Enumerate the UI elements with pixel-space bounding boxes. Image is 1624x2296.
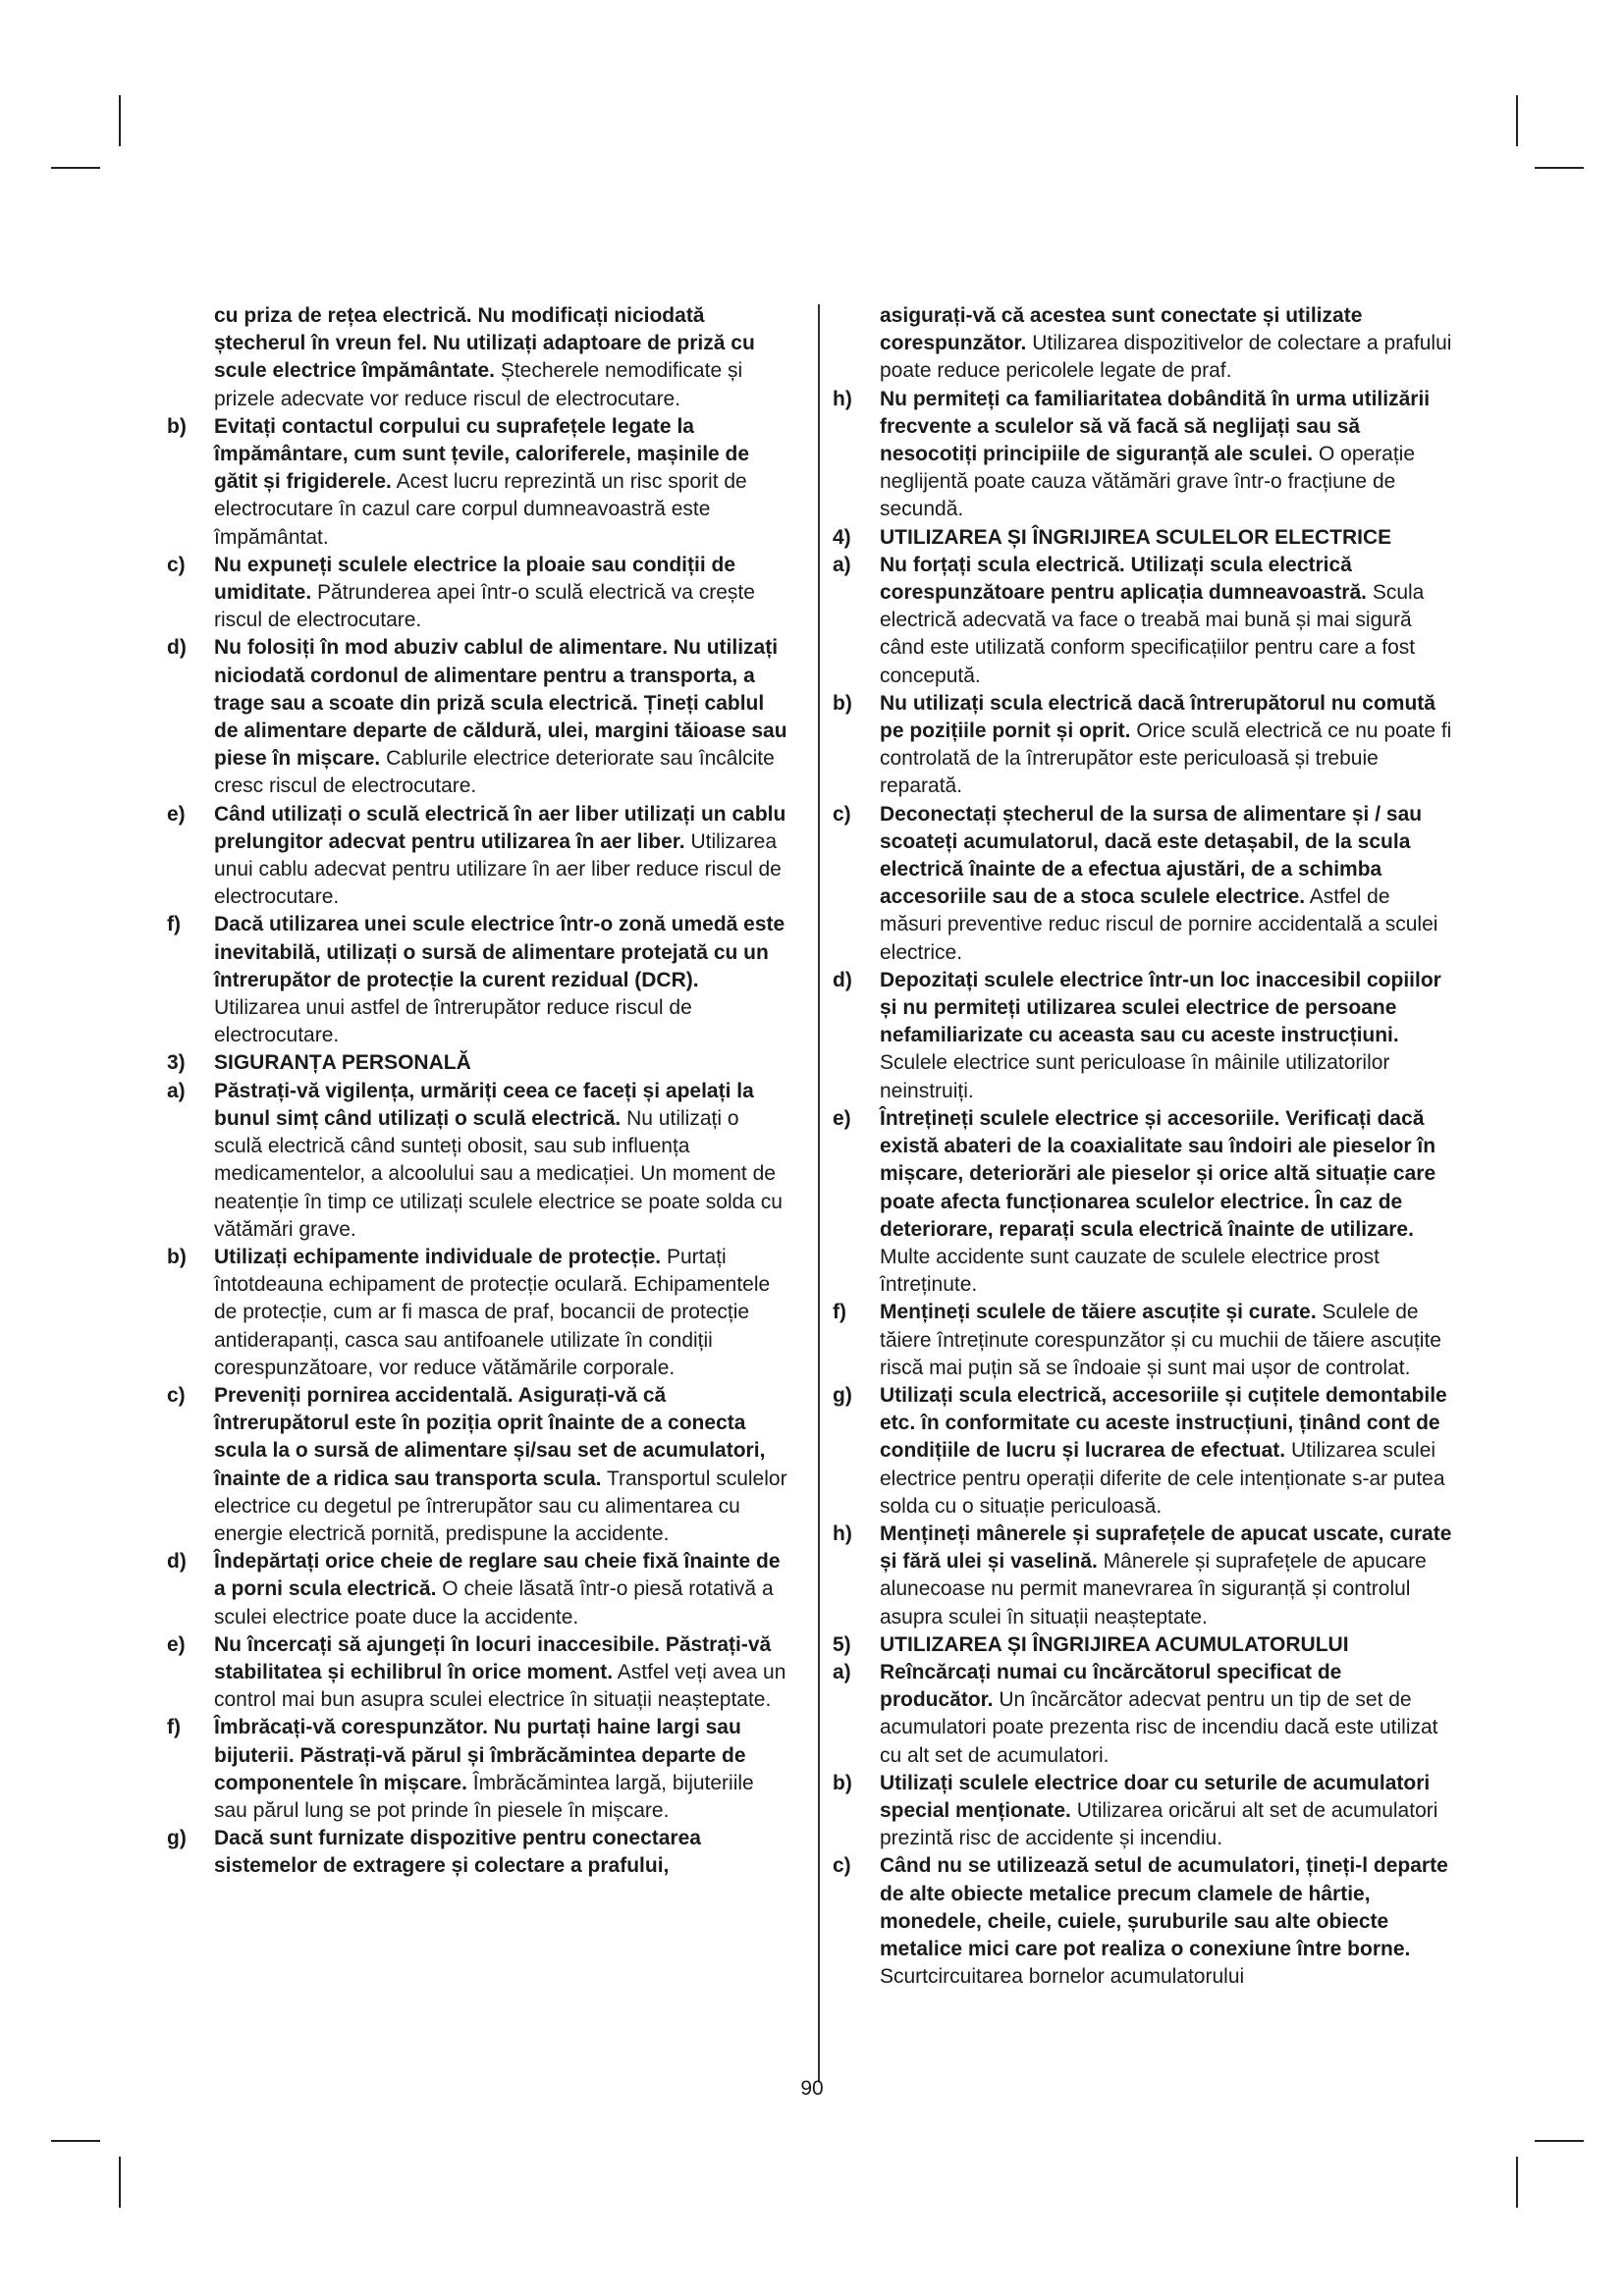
item-bold: Nu încercați să ajungeți în locuri inaccesibile. Păstrați-vă stabilitatea și echilibrul în orice moment.	[214, 1632, 772, 1683]
crop-mark	[1516, 95, 1518, 146]
list-item	[833, 690, 1453, 801]
item-label: c)	[833, 802, 851, 826]
item-bold: Depozitați sculele electrice într-un loc inaccesibil copiilor și nu permiteți utilizarea sculei electrice de persoane nefamiliarizate cu aceasta sau cu aceste instrucțiuni.	[880, 968, 1441, 1047]
list-item	[167, 1382, 787, 1548]
column-divider	[818, 304, 820, 2081]
list-item	[167, 413, 787, 552]
item-label: g)	[833, 1383, 852, 1407]
list-item	[833, 1852, 1453, 1991]
item-bold: Utilizați sculele electrice doar cu seturile de acumulatori special menționate.	[880, 1771, 1431, 1822]
item-bold: Mențineți mânerele și suprafețele de apucat uscate, curate și fără ulei și vaselină.	[880, 1522, 1452, 1574]
item-text: Orice sculă electrică ce nu poate fi controlată de la întrerupător este periculoasă și trebuie reparată.	[880, 720, 1452, 798]
section-heading	[167, 1049, 787, 1077]
list-item	[167, 1631, 787, 1715]
item-label: b)	[167, 1245, 187, 1268]
item-bold: asigurați-vă că acestea sunt conectate și utilizate corespunzător.	[880, 304, 1363, 355]
item-label: d)	[167, 636, 187, 660]
item-label: h)	[833, 1522, 852, 1545]
item-text: Purtați întotdeauna echipament de protecție oculară. Echipamentele de protecție, cum ar fi masca de praf, bocancii de protecție antiderapanți, casca sau antifoanele utilizate în condiții corespunzătoare, vor reduce vătămările corporale.	[214, 1245, 771, 1379]
section-number: 4)	[833, 525, 851, 549]
left-column	[167, 302, 787, 1881]
section-number: 3)	[167, 1051, 186, 1075]
item-bold: Când nu se utilizează setul de acumulatori, țineți-l departe de alte obiecte metalice precum clamele de hârtie, monedele, cheile, cuiele, șuruburile sau alte obiecte metalice mici care pot realiza o conexiune între borne.	[880, 1854, 1448, 1960]
crop-mark	[119, 95, 121, 146]
item-bold: Dacă utilizarea unei scule electrice într-o zonă umedă este inevitabilă, utilizați o sursă de alimentare protejată cu un întrerupător de protecție la curent rezidual (DCR).	[214, 913, 785, 991]
item-text: Utilizarea dispozitivelor de colectare a prafului poate reduce pericolele legate de praf.	[880, 332, 1452, 383]
item-bold: Mențineți sculele de tăiere ascuțite și curate.	[880, 1301, 1317, 1324]
list-item	[167, 1244, 787, 1382]
item-text: Acest lucru reprezintă un risc sporit de electrocutare în cazul care corpul dumneavoastră este împământat.	[214, 470, 747, 549]
item-text: Ștecherele nemodificate și prizele adecvate vor reduce riscul de electrocutare.	[214, 359, 743, 410]
item-bold: Nu folosiți în mod abuziv cablul de alimentare. Nu utilizați niciodată cordonul de alimentare pentru a transporta, a trage sau a scoate din priză scula electrică. Țineți cablul de alimentare departe de căldură, ulei, margini tăioase sau piese în mișcare.	[214, 636, 787, 771]
crop-mark	[119, 2157, 121, 2208]
item-text: Utilizarea sculei electrice pentru operații diferite de cele intenționate s-ar putea solda cu o situație periculoasă.	[880, 1439, 1445, 1518]
list-item	[833, 801, 1453, 967]
list-item	[167, 801, 787, 912]
item-label: e)	[167, 802, 186, 826]
continued-paragraph	[167, 302, 787, 413]
item-label: d)	[833, 968, 852, 991]
list-item	[833, 1659, 1453, 1770]
item-text: O cheie lăsată într-o piesă rotativă a sculei electrice poate duce la accidente.	[214, 1577, 774, 1629]
item-text: Nu utilizați o sculă electrică când sunteți obosit, sau sub influența medicamentelor, a alcoolului sau a medicației. Un moment de neatenție în timp ce utilizați sculele electrice se poate solda cu vătămări grave.	[214, 1106, 783, 1241]
list-item	[167, 634, 787, 800]
item-bold: Nu permiteți ca familiaritatea dobândită în urma utilizării frecvente a sculelor să vă facă să neglijați sau să nesocotiți principiile de siguranță ale sculei.	[880, 387, 1431, 466]
item-text: Scula electrică adecvată va face o treabă mai bună și mai sigură când este utilizată conform specificațiilor pentru care a fost concepută.	[880, 581, 1425, 687]
list-item	[833, 552, 1453, 690]
item-bold: Preveniți pornirea accidentală. Asigurați-vă că întrerupătorul este în poziția oprit înainte de a conecta scula la o sursă de alimentare și/sau set de acumulatori, înainte de a ridica sau transporta scula.	[214, 1383, 766, 1490]
list-item	[833, 386, 1453, 524]
list-item	[167, 552, 787, 635]
item-text: Astfel veți avea un control mai bun asupra sculei electrice în situații neașteptate.	[214, 1660, 786, 1712]
item-text: Astfel de măsuri preventive reduc riscul de pornire accidentală a sculei electrice.	[880, 885, 1438, 964]
section-title: SIGURANȚA PERSONALĂ	[214, 1051, 471, 1075]
item-bold: Nu forțați scula electrică. Utilizați scula electrică corespunzătoare pentru aplicația dumneavoastră.	[880, 553, 1367, 605]
continued-paragraph	[833, 302, 1453, 386]
item-text: Transportul sculelor electrice cu degetul pe întrerupător sau cu alimentarea cu energie electrică pornită, predispune la accidente.	[214, 1467, 787, 1545]
item-label: b)	[167, 414, 187, 438]
item-label: f)	[833, 1301, 846, 1324]
list-item	[833, 1770, 1453, 1853]
section-title: UTILIZAREA ȘI ÎNGRIJIREA ACUMULATORULUI	[880, 1632, 1349, 1656]
crop-mark	[51, 167, 100, 169]
section-number: 5)	[833, 1632, 851, 1656]
right-column	[833, 302, 1453, 1991]
crop-mark	[1516, 2157, 1518, 2208]
section-heading	[833, 1631, 1453, 1659]
list-item	[833, 1382, 1453, 1521]
item-label: b)	[833, 1771, 852, 1794]
item-bold: Reîncărcați numai cu încărcătorul specificat de producător.	[880, 1660, 1342, 1712]
list-item	[833, 1299, 1453, 1382]
item-bold: Utilizați echipamente individuale de protecție.	[214, 1245, 662, 1268]
item-label: c)	[833, 1854, 851, 1878]
item-label: c)	[167, 553, 186, 576]
item-text: Sculele electrice sunt periculoase în mâinile utilizatorilor neinstruiți.	[880, 1051, 1390, 1102]
item-label: f)	[167, 1716, 181, 1739]
crop-mark	[1535, 2140, 1584, 2142]
item-text: O operație neglijentă poate cauza vătămări grave într-o fracțiune de secundă.	[880, 443, 1416, 521]
item-text: Utilizarea unui cablu adecvat pentru utilizare în aer liber reduce riscul de electrocutare.	[214, 829, 782, 909]
list-item	[833, 1521, 1453, 1631]
item-text: Sculele de tăiere întreținute corespunzător și cu muchii de tăiere ascuțite riscă mai puțin să se îndoaie și sunt mai ușor de controlat.	[880, 1301, 1441, 1379]
list-item	[167, 1714, 787, 1825]
item-bold: Deconectați ștecherul de la sursa de alimentare și / sau scoateți acumulatorul, dacă este detașabil, de la scula electrică înainte de a efectua ajustări, de a schimba accesoriile sau de a stoca sculele electrice.	[880, 802, 1423, 909]
item-label: h)	[833, 387, 852, 410]
list-item	[167, 1548, 787, 1631]
item-bold: Utilizați scula electrică, accesoriile și cuțitele demontabile etc. în conformitate cu aceste instrucțiuni, ținând cont de condițiile de lucru și lucrarea de efectuat.	[880, 1383, 1447, 1463]
item-text: Îmbrăcămintea largă, bijuteriile sau părul lung se pot prinde în piesele în mișcare.	[214, 1771, 754, 1822]
item-bold: Când utilizați o sculă electrică în aer liber utilizați un cablu prelungitor adecvat pentru utilizarea în aer liber.	[214, 802, 786, 853]
item-label: b)	[833, 691, 852, 715]
list-item	[167, 911, 787, 1049]
item-label: c)	[167, 1383, 186, 1407]
item-label: f)	[167, 913, 181, 936]
item-bold: Îndepărtați orice cheie de reglare sau cheie fixă înainte de a porni scula electrică.	[214, 1550, 781, 1601]
crop-mark	[1535, 167, 1584, 169]
section-heading	[833, 524, 1453, 552]
crop-mark	[51, 2140, 100, 2142]
item-label: a)	[167, 1079, 186, 1102]
item-bold: Nu expuneți sculele electrice la ploaie sau condiții de umiditate.	[214, 553, 736, 605]
item-text: Mânerele și suprafețele de apucare alunecoase nu permit manevrarea în siguranță și controlul asupra sculei în situații neașteptate.	[880, 1550, 1427, 1629]
item-bold: Nu utilizați scula electrică dacă întrerupătorul nu comută pe pozițiile pornit și oprit.	[880, 691, 1435, 743]
item-bold: cu priza de rețea electrică. Nu modificați niciodată ștecherul în vreun fel. Nu utilizați adaptoare de priză cu scule electrice împământate.	[214, 304, 755, 383]
item-bold: Dacă sunt furnizate dispozitive pentru conectarea sistemelor de extragere și colectare a prafului,	[214, 1827, 701, 1878]
item-bold: Evitați contactul corpului cu suprafețele legate la împământare, cum sunt țevile, caloriferele, mașinile de gătit și frigiderele.	[214, 414, 750, 494]
item-label: e)	[167, 1632, 186, 1656]
list-item	[167, 1078, 787, 1244]
item-bold: Îmbrăcați-vă corespunzător. Nu purtați haine largi sau bijuterii. Păstrați-vă părul și îmbrăcămintea departe de componentele în mișcare.	[214, 1716, 746, 1794]
item-bold: Întrețineți sculele electrice și accesoriile. Verificați dacă există abateri de la coaxialitate sau îndoiri ale pieselor în mișcare, deteriorări ale pieselor și orice altă situație care poate afecta funcționarea sculelor electrice. În caz de deteriorare, reparați scula electrică înainte de utilizare.	[880, 1106, 1436, 1241]
list-item	[167, 1825, 787, 1880]
item-label: a)	[833, 553, 851, 576]
item-label: g)	[167, 1827, 187, 1850]
item-text: Pătrunderea apei într-o sculă electrică va crește riscul de electrocutare.	[214, 581, 755, 632]
item-label: e)	[833, 1106, 851, 1130]
item-text: Utilizarea oricărui alt set de acumulatori prezintă risc de accidente și incendiu.	[880, 1798, 1438, 1850]
page-number: 90	[800, 2077, 824, 2100]
item-bold: Păstrați-vă vigilența, urmăriți ceea ce faceți și apelați la bunul simț când utilizați o sculă electrică.	[214, 1079, 754, 1130]
item-label: a)	[833, 1660, 851, 1683]
list-item	[833, 1105, 1453, 1299]
item-text: Utilizarea unui astfel de întrerupător reduce riscul de electrocutare.	[214, 996, 692, 1047]
item-label: d)	[167, 1550, 187, 1574]
list-item	[833, 967, 1453, 1105]
item-text: Cablurile electrice deteriorate sau încâlcite cresc riscul de electrocutare.	[214, 747, 775, 798]
item-text: Multe accidente sunt cauzate de sculele electrice prost întreținute.	[880, 1245, 1380, 1297]
item-text: Scurtcircuitarea bornelor acumulatorului	[880, 1965, 1245, 1989]
section-title: UTILIZAREA ȘI ÎNGRIJIREA SCULELOR ELECTRICE	[880, 525, 1392, 549]
item-text: Un încărcător adecvat pentru un tip de set de acumulatori poate prezenta risc de incendiu dacă este utilizat cu alt set de acumulatori.	[880, 1688, 1438, 1767]
